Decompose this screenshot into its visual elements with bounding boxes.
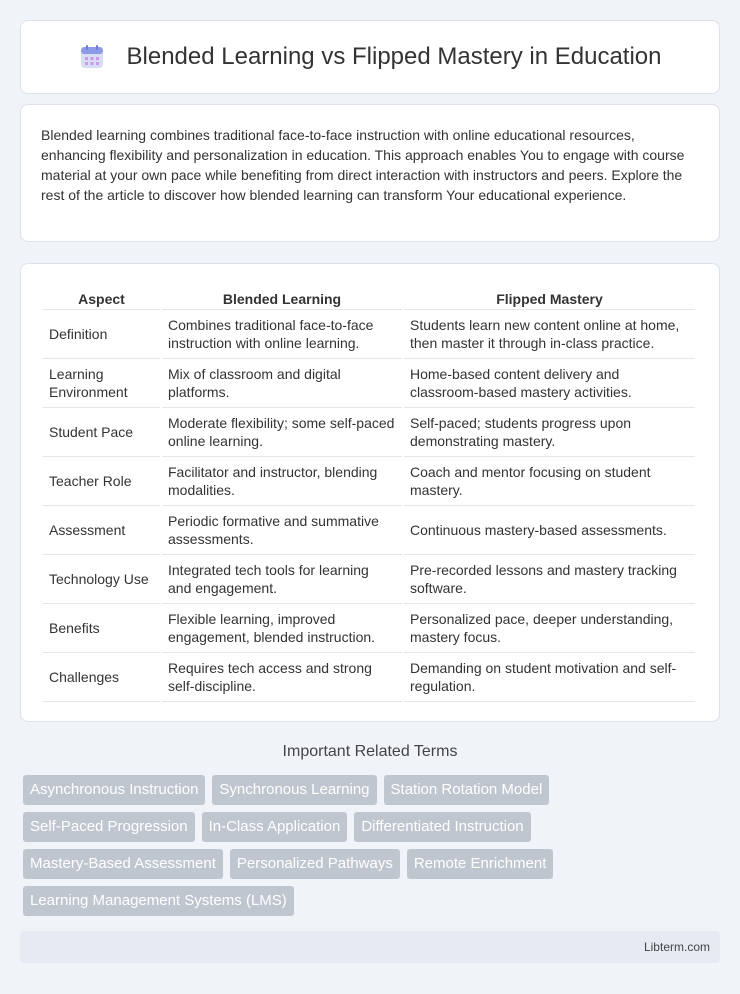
aspect-cell: Definition xyxy=(43,310,160,359)
header-card xyxy=(20,20,720,94)
calendar-icon xyxy=(79,44,105,70)
blended-cell: Combines traditional face-to-face instruction with online learning. xyxy=(162,310,402,359)
flipped-cell: Demanding on student motivation and self-regulation. xyxy=(404,653,695,702)
header-flipped-mastery: Flipped Mastery xyxy=(404,284,695,310)
table-row xyxy=(43,506,695,555)
header-aspect: Aspect xyxy=(43,284,160,310)
term-row xyxy=(23,849,723,879)
table-row xyxy=(43,359,695,408)
flipped-cell: Self-paced; students progress upon demonstrating mastery. xyxy=(404,408,695,457)
flipped-cell: Home-based content delivery and classroom-based mastery activities. xyxy=(404,359,695,408)
intro-text: Blended learning combines traditional face-to-face instruction with online educational resources, enhancing flexibility and personalization in education. This approach enables You to engage with course material at your own pace while benefiting from direct interaction with instructors and peers. Explore the rest of the article to discover how blended learning can transform Your educational experience. xyxy=(41,127,685,203)
flipped-cell: Students learn new content online at home, then master it through in-class practice. xyxy=(404,310,695,359)
flipped-cell: Coach and mentor focusing on student mastery. xyxy=(404,457,695,506)
term-tag[interactable]: In-Class Application xyxy=(202,812,348,842)
aspect-cell: Benefits xyxy=(43,604,160,653)
aspect-cell: Student Pace xyxy=(43,408,160,457)
aspect-cell: Teacher Role xyxy=(43,457,160,506)
intro-card xyxy=(20,104,720,242)
comparison-table xyxy=(41,284,697,702)
blended-cell: Periodic formative and summative assessments. xyxy=(162,506,402,555)
term-tag[interactable]: Differentiated Instruction xyxy=(354,812,530,842)
page-title: Blended Learning vs Flipped Mastery in Education xyxy=(126,43,662,70)
table-row xyxy=(43,310,695,359)
term-tag[interactable]: Learning Management Systems (LMS) xyxy=(23,886,294,916)
flipped-cell: Personalized pace, deeper understanding, mastery focus. xyxy=(404,604,695,653)
term-tag[interactable]: Self-Paced Progression xyxy=(23,812,195,842)
blended-cell: Mix of classroom and digital platforms. xyxy=(162,359,402,408)
footer-site-link[interactable]: Libterm.com xyxy=(643,940,710,954)
term-row xyxy=(23,775,723,805)
term-tag[interactable]: Station Rotation Model xyxy=(384,775,550,805)
comparison-table-card xyxy=(20,263,720,722)
blended-cell: Flexible learning, improved engagement, blended instruction. xyxy=(162,604,402,653)
term-tag[interactable]: Synchronous Learning xyxy=(212,775,376,805)
term-row xyxy=(23,886,723,916)
table-row xyxy=(43,555,695,604)
aspect-cell: Technology Use xyxy=(43,555,160,604)
table-row xyxy=(43,408,695,457)
header-blended-learning: Blended Learning xyxy=(162,284,402,310)
blended-cell: Moderate flexibility; some self-paced online learning. xyxy=(162,408,402,457)
table-header-row xyxy=(43,284,695,310)
flipped-cell: Continuous mastery-based assessments. xyxy=(404,506,695,555)
related-terms-title: Important Related Terms xyxy=(282,743,458,760)
flipped-cell: Pre-recorded lessons and mastery tracking software. xyxy=(404,555,695,604)
blended-cell: Integrated tech tools for learning and engagement. xyxy=(162,555,402,604)
blended-cell: Requires tech access and strong self-discipline. xyxy=(162,653,402,702)
aspect-cell: Assessment xyxy=(43,506,160,555)
term-tag[interactable]: Personalized Pathways xyxy=(230,849,400,879)
table-row xyxy=(43,604,695,653)
related-terms xyxy=(23,775,723,923)
aspect-cell: Challenges xyxy=(43,653,160,702)
term-tag[interactable]: Mastery-Based Assessment xyxy=(23,849,223,879)
table-row xyxy=(43,653,695,702)
term-tag[interactable]: Remote Enrichment xyxy=(407,849,554,879)
term-tag[interactable]: Asynchronous Instruction xyxy=(23,775,205,805)
table-row xyxy=(43,457,695,506)
blended-cell: Facilitator and instructor, blending modalities. xyxy=(162,457,402,506)
footer xyxy=(20,931,720,963)
aspect-cell: Learning Environment xyxy=(43,359,160,408)
term-row xyxy=(23,812,723,842)
